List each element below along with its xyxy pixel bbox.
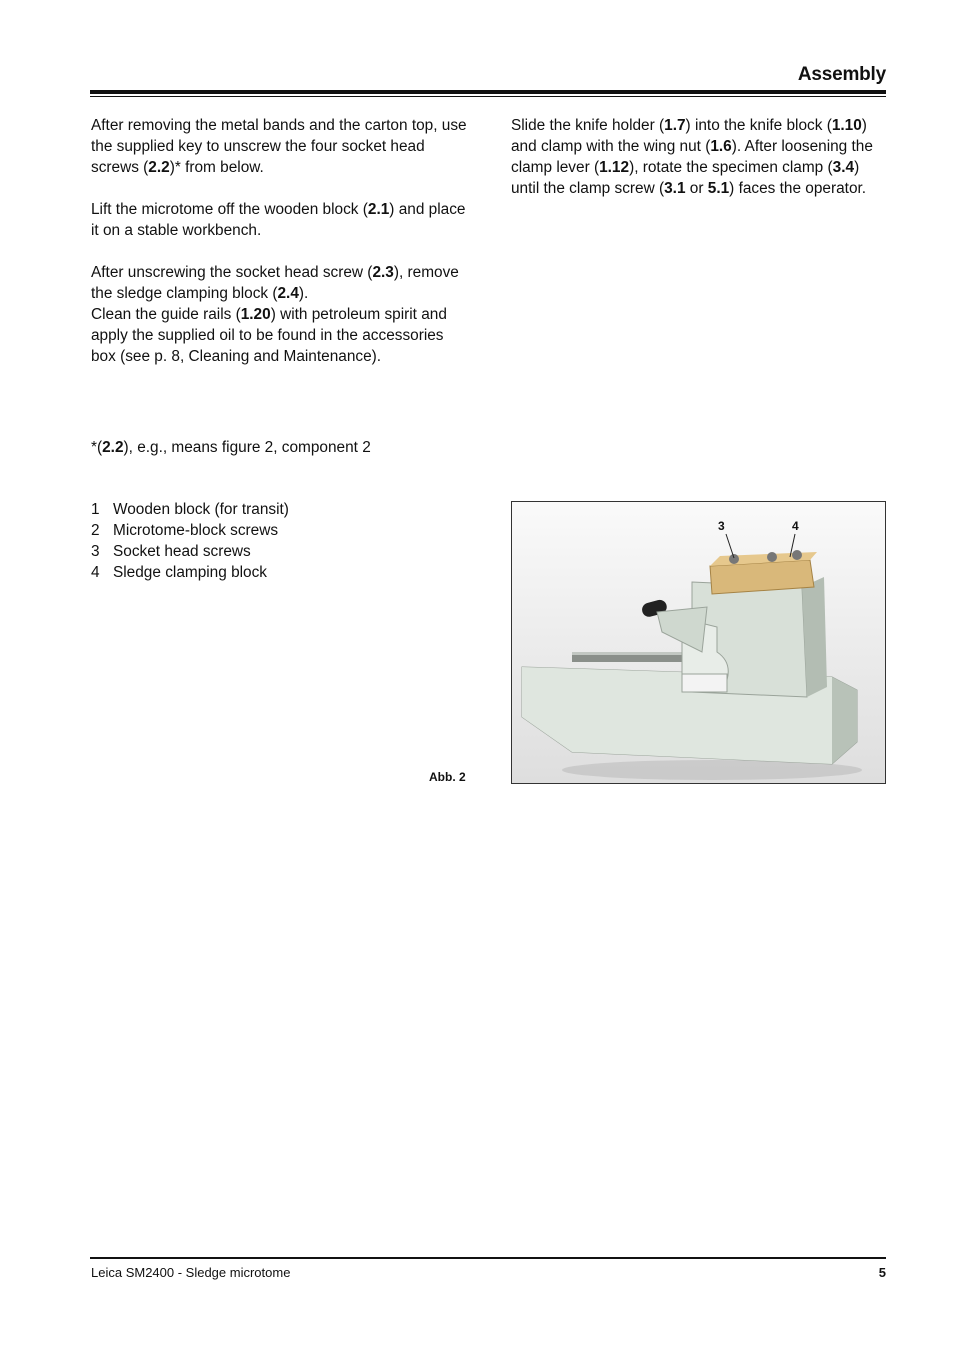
callout-4: 4 [792,519,799,533]
paragraph-unscrew: After unscrewing the socket head screw (2.3), remove the sledge clamping block (2.4). [91,264,459,302]
footer-rule [90,1257,886,1259]
left-column [91,115,469,367]
legend-item: 1 Wooden block (for transit) [91,501,289,518]
legend-item: 4 Sledge clamping block [91,564,267,581]
microtome-photo [511,501,886,784]
legend-item: 2 Microtome-block screws [91,522,279,539]
header-rule [90,90,886,94]
paragraph-lift-microtome: Lift the microtome off the wooden block (2.1) and place it on a stable workbench. [91,201,466,239]
callout-3: 3 [718,519,725,533]
footnote: *(2.2), e.g., means figure 2, component 2 [91,439,371,456]
microtome-illustration [512,502,885,783]
legend-item: 3 Socket head screws [91,543,251,560]
footer-product-name: Leica SM2400 - Sledge microtome [91,1265,291,1280]
section-title: Assembly [797,64,886,85]
figure-legend [91,499,289,583]
right-column [511,115,889,199]
header-rule-thin [90,96,886,97]
figure-caption: Abb. 2 [429,770,466,784]
page-number: 5 [878,1265,886,1280]
paragraph-knife-holder: Slide the knife holder (1.7) into the knife block (1.10) and clamp with the wing nut (1.6). After loosening the clamp lever (1.12), rotate the specimen clamp (3.4) until the clamp screw (3.1 or 5.1) faces the operator. [511,117,873,197]
paragraph-clean-rails: Clean the guide rails (1.20) with petroleum spirit and apply the supplied oil to be found in the accessories box (see p. 8, Cleaning and Maintenance). [91,306,447,365]
paragraph-remove-bands: After removing the metal bands and the carton top, use the supplied key to unscrew the four socket head screws (2.2)* from below. [91,117,467,176]
